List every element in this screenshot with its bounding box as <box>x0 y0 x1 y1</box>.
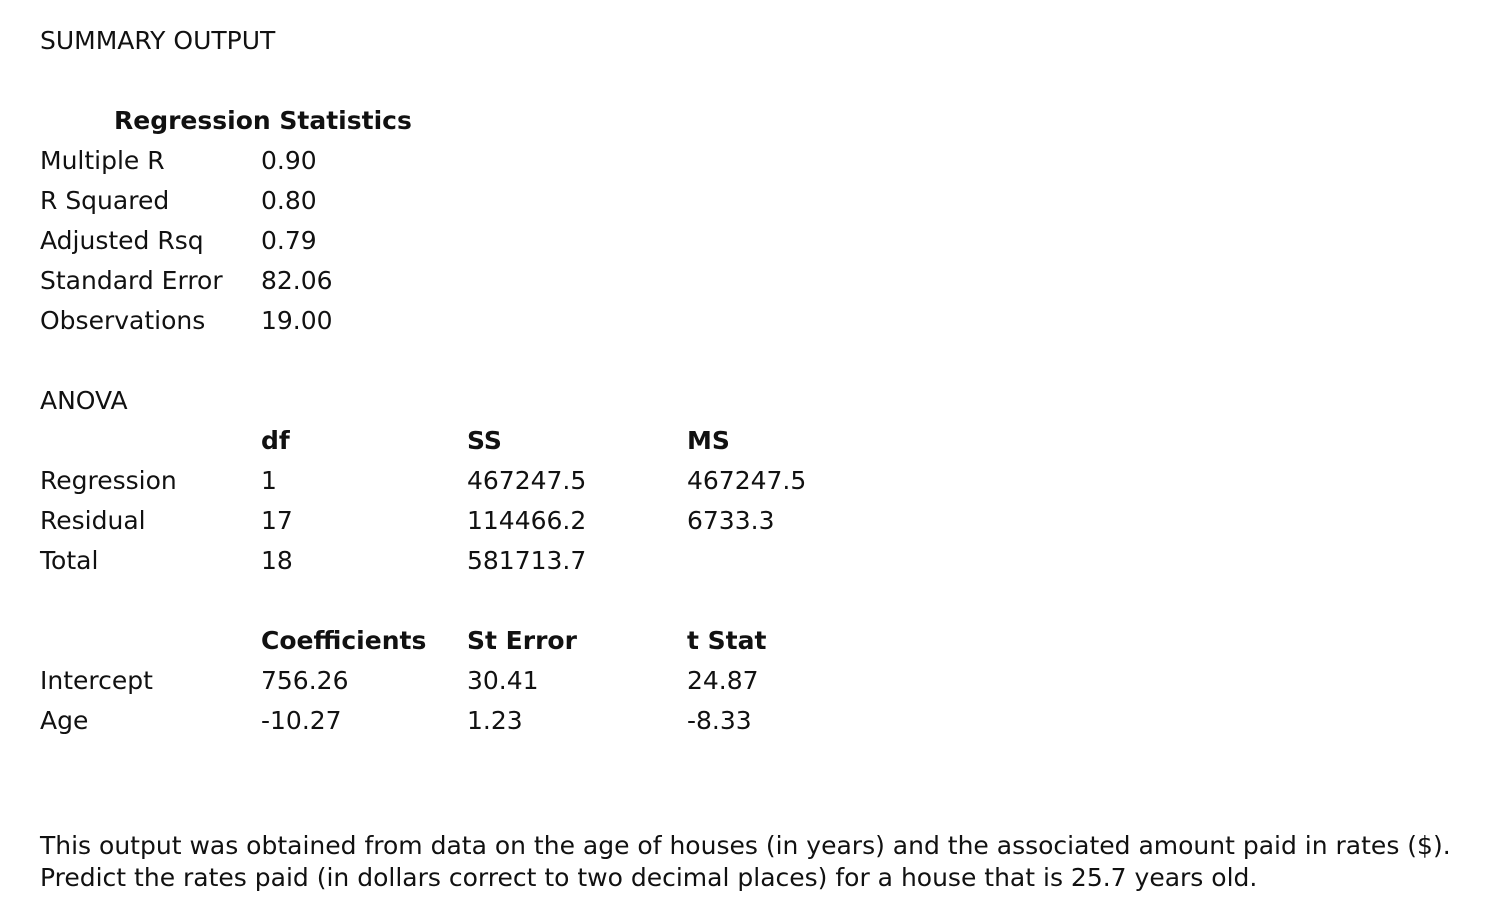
anova-cell-df: 1 <box>261 466 277 495</box>
anova-cell-ms: 467247.5 <box>687 466 807 495</box>
stat-value-observations: 19.00 <box>261 306 333 335</box>
anova-cell-ms: 6733.3 <box>687 506 775 535</box>
stat-label-standard-error: Standard Error <box>40 266 223 295</box>
coef-header-t-stat: t Stat <box>687 626 767 655</box>
summary-output-title: SUMMARY OUTPUT <box>40 26 276 55</box>
stat-label-r-squared: R Squared <box>40 186 170 215</box>
stat-label-observations: Observations <box>40 306 206 335</box>
anova-cell-ss: 467247.5 <box>467 466 587 495</box>
anova-header-ms: MS <box>687 426 730 455</box>
coef-cell-coefficient: -10.27 <box>261 706 342 735</box>
anova-cell-df: 18 <box>261 546 293 575</box>
stat-value-r-squared: 0.80 <box>261 186 317 215</box>
coef-header-coefficients: Coefficients <box>261 626 427 655</box>
stat-value-multiple-r: 0.90 <box>261 146 317 175</box>
stat-label-adjusted-rsq: Adjusted Rsq <box>40 226 204 255</box>
coef-row-label: Intercept <box>40 666 153 695</box>
question-line-1: This output was obtained from data on the age of houses (in years) and the associated amount paid in rates ($). <box>40 831 1451 860</box>
anova-header-df: df <box>261 426 290 455</box>
anova-row-label: Total <box>40 546 99 575</box>
anova-cell-df: 17 <box>261 506 293 535</box>
anova-header-ss: SS <box>467 426 502 455</box>
anova-cell-ss: 114466.2 <box>467 506 587 535</box>
coef-header-st-error: St Error <box>467 626 577 655</box>
coef-cell-st-error: 1.23 <box>467 706 523 735</box>
anova-row-label: Residual <box>40 506 146 535</box>
regression-statistics-header: Regression Statistics <box>114 106 412 135</box>
question-line-2: Predict the rates paid (in dollars correct to two decimal places) for a house that is 25.7 years old. <box>40 863 1258 892</box>
stat-value-standard-error: 82.06 <box>261 266 333 295</box>
stat-label-multiple-r: Multiple R <box>40 146 165 175</box>
question-text <box>40 830 1480 894</box>
anova-row-label: Regression <box>40 466 177 495</box>
coef-cell-st-error: 30.41 <box>467 666 539 695</box>
anova-cell-ss: 581713.7 <box>467 546 587 575</box>
stat-value-adjusted-rsq: 0.79 <box>261 226 317 255</box>
coef-cell-coefficient: 756.26 <box>261 666 349 695</box>
coef-row-label: Age <box>40 706 89 735</box>
coef-cell-t-stat: -8.33 <box>687 706 752 735</box>
anova-title: ANOVA <box>40 386 128 415</box>
coef-cell-t-stat: 24.87 <box>687 666 759 695</box>
